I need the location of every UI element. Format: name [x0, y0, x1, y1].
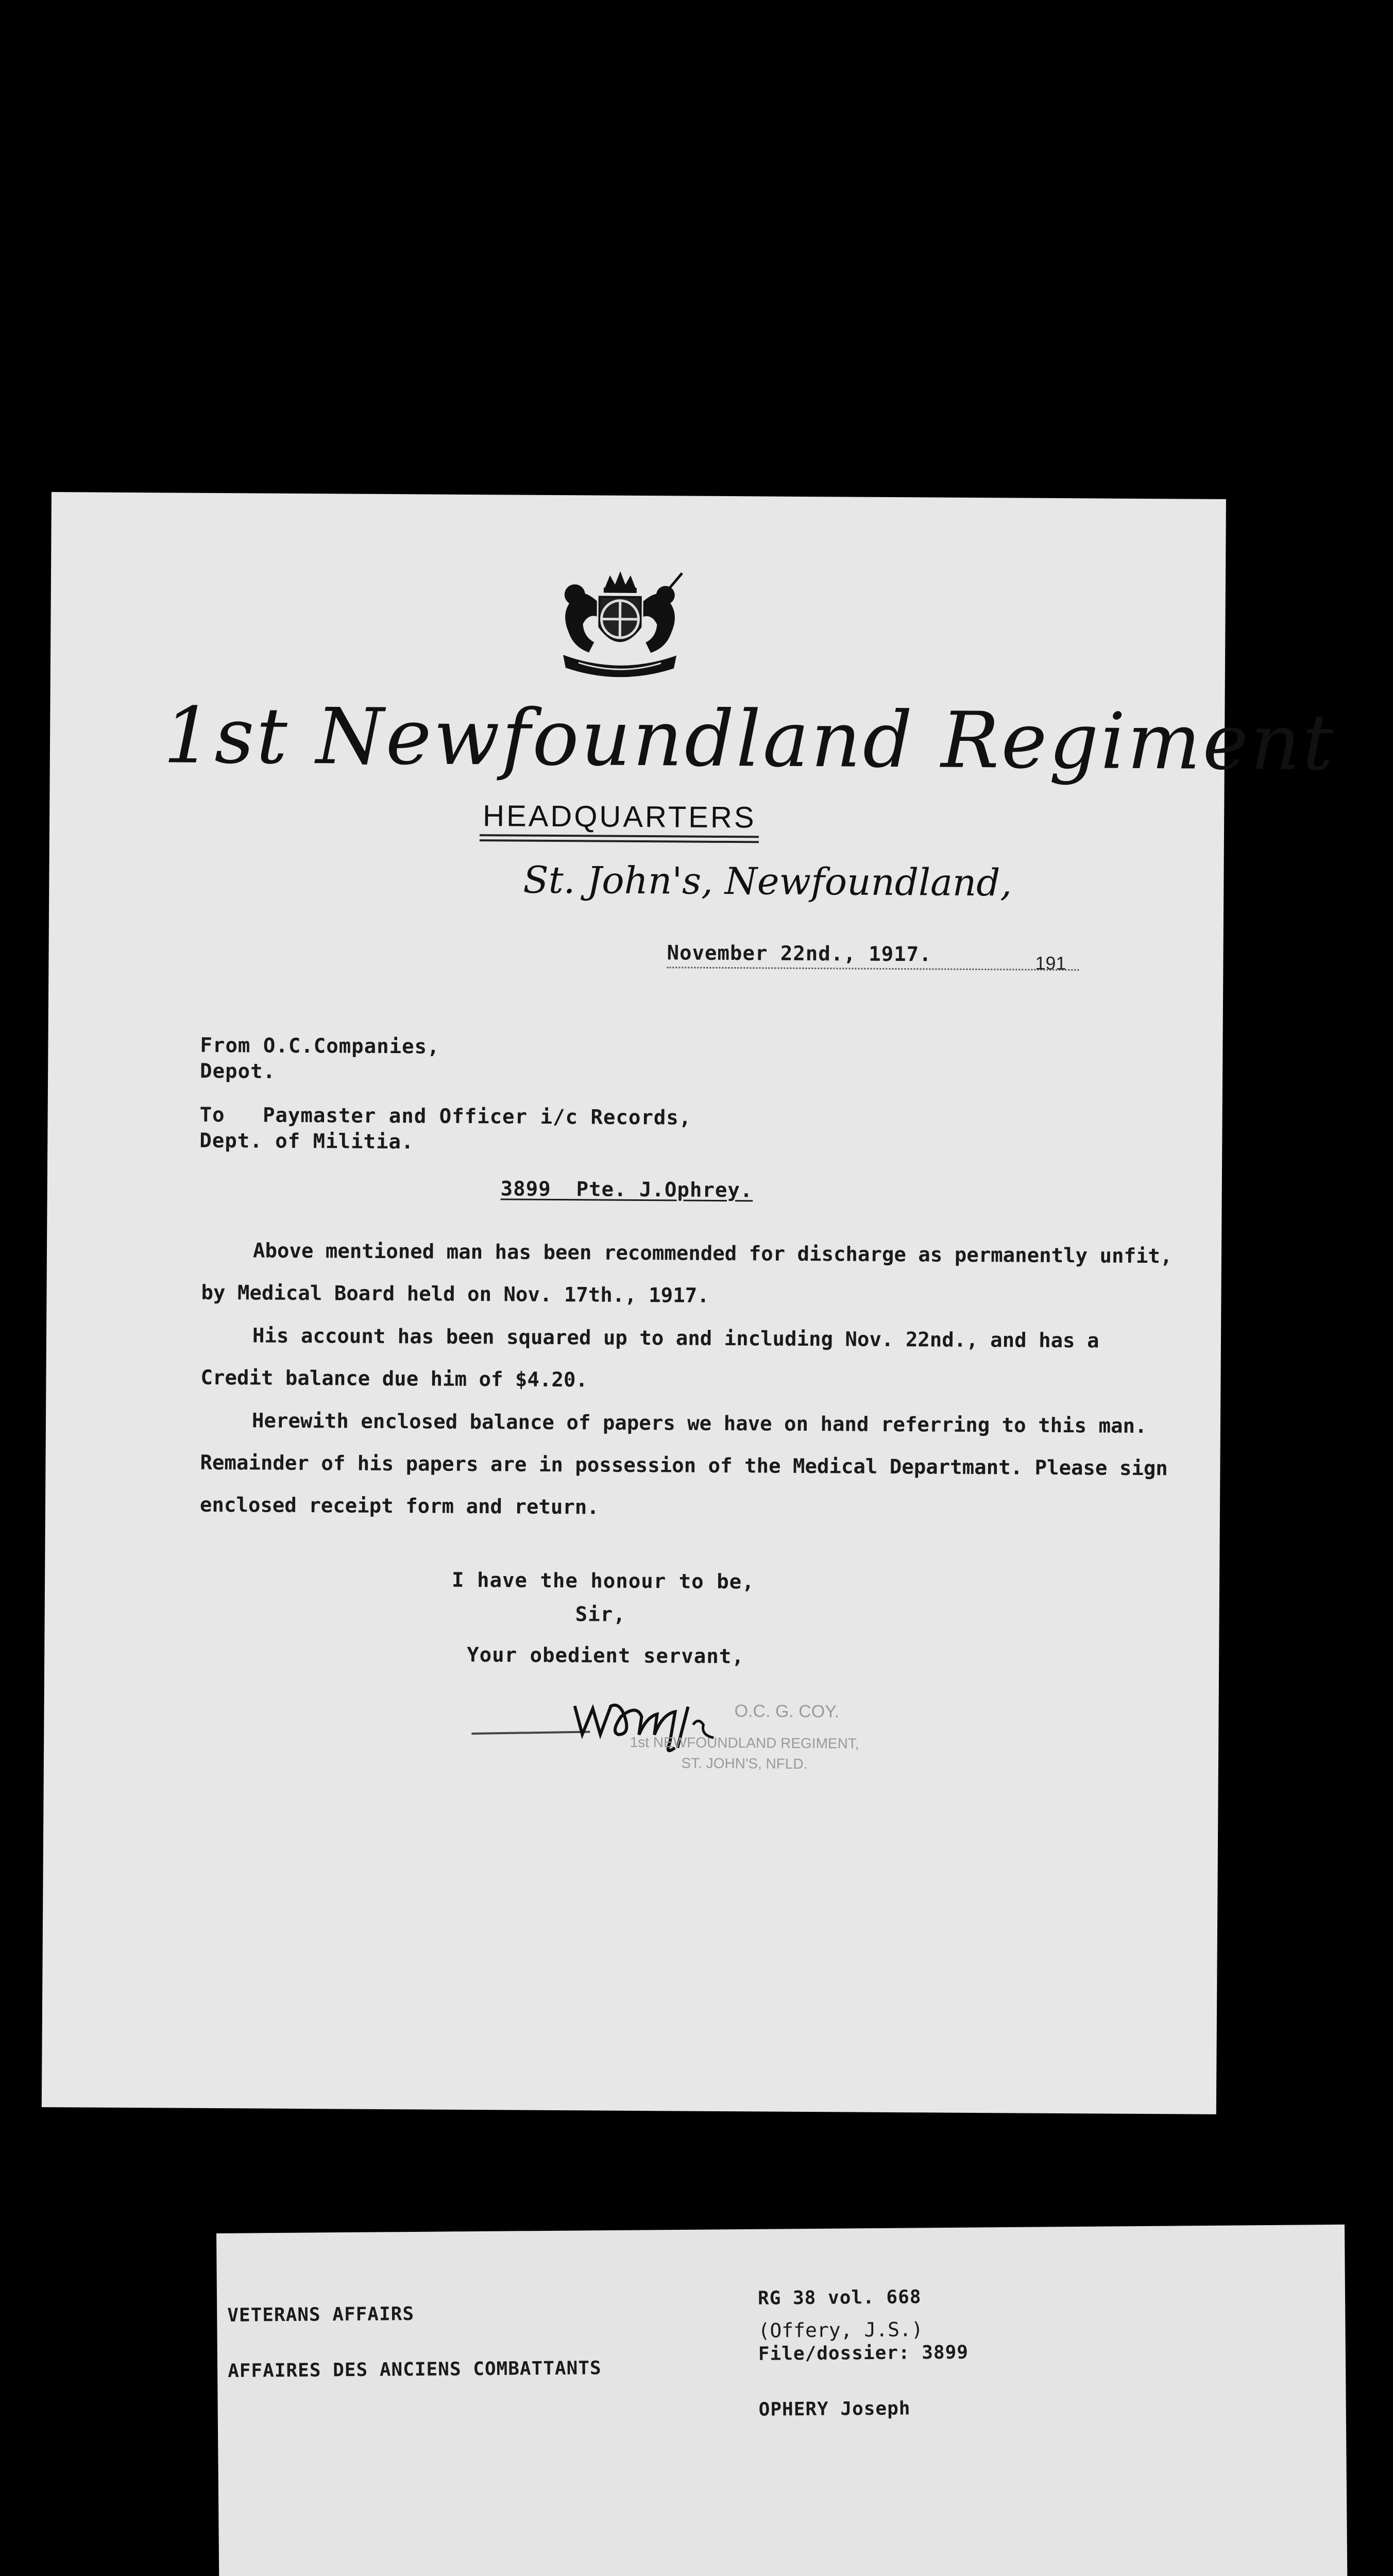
- letterhead-place: St. John's, Newfoundland,: [523, 858, 1012, 905]
- stamp-line-1: 1st NEWFOUNDLAND REGIMENT,: [630, 1734, 859, 1752]
- to-line-2: Dept. of Militia.: [199, 1129, 414, 1154]
- closing-line-3: Your obedient servant,: [467, 1643, 744, 1669]
- subject-line: 3899 Pte. J.Ophrey.: [500, 1177, 753, 1202]
- stamp-title: O.C. G. COY.: [734, 1701, 840, 1722]
- label-agency-en: VETERANS AFFAIRS: [227, 2303, 415, 2326]
- from-line-1: From O.C.Companies,: [200, 1033, 440, 1059]
- body-paragraph-3: Herewith enclosed balance of papers we have on hand referring to this man. Remainder of his papers are in possession of the Medical Departmant. Please sign enclosed receipt form and return.: [199, 1409, 1168, 1519]
- letter-sheet: [42, 492, 1336, 2114]
- from-line-2: Depot.: [200, 1059, 276, 1083]
- body-paragraph-1: Above mentioned man has been recommended for discharge as permanently unfit, by Medical Board held on Nov. 17th., 1917.: [201, 1239, 1173, 1308]
- stamp-line-2: ST. JOHN'S, NFLD.: [681, 1755, 808, 1772]
- label-file-number: File/dossier: 3899: [758, 2342, 969, 2365]
- archive-catalogue-label: [216, 2225, 1347, 2576]
- body-paragraph-2: His account has been squared up to and including Nov. 22nd., and has a Credit balance due him of $4.20.: [200, 1324, 1099, 1392]
- to-line-1: To Paymaster and Officer i/c Records,: [199, 1103, 692, 1130]
- closing-line-1: I have the honour to be,: [451, 1568, 755, 1594]
- preprinted-year-prefix: 191: [1035, 952, 1066, 974]
- label-name: OPHERY Joseph: [758, 2398, 911, 2420]
- closing-line-2: Sir,: [575, 1603, 626, 1626]
- letterhead-department: HEADQUARTERS: [480, 799, 759, 838]
- label-file-info: [757, 2251, 969, 2456]
- label-reference: RG 38 vol. 668: [757, 2286, 922, 2309]
- letter-date: November 22nd., 1917.: [667, 941, 1079, 971]
- label-agency-fr: AFFAIRES DES ANCIENS COMBATTANTS: [227, 2358, 602, 2382]
- royal-coat-of-arms-icon: [542, 565, 698, 679]
- letterhead-title: 1st Newfoundland Regiment: [163, 691, 1336, 788]
- label-alias: (Offery, J.S.): [758, 2318, 923, 2342]
- regiment-stamp: [564, 1701, 925, 1775]
- label-agency: [227, 2266, 602, 2418]
